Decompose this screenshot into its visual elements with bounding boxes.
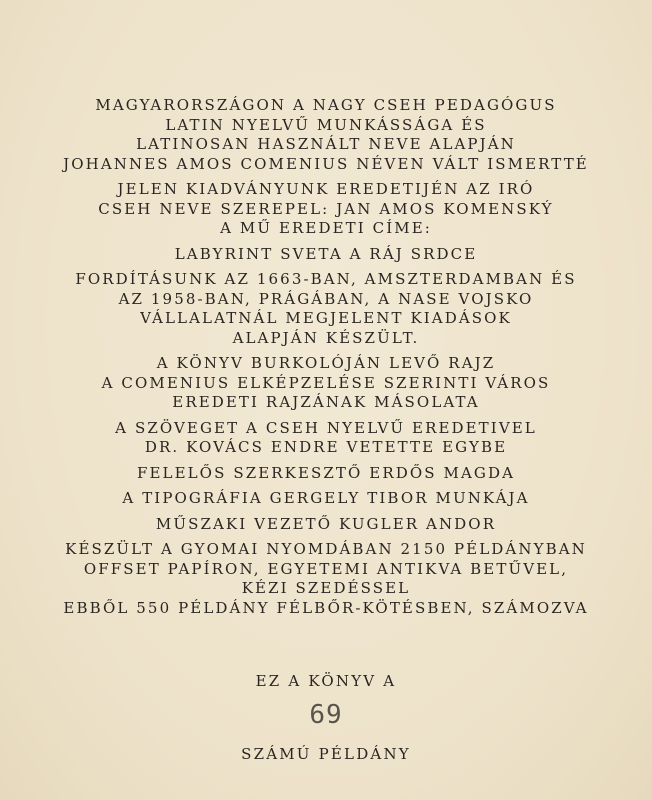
paragraph-original-name xyxy=(0,180,652,239)
colophon-text xyxy=(0,96,652,624)
text-line: A COMENIUS ELKÉPZELÉSE SZERINTI VÁROS xyxy=(101,373,551,392)
paragraph-translation-source xyxy=(0,270,652,348)
copy-number-stamp xyxy=(0,700,652,730)
text-line: AZ 1958-BAN, PRÁGÁBAN, A NASE VOJSKO xyxy=(118,289,534,308)
paragraph-cover-drawing xyxy=(0,354,652,413)
text-line: VÁLLALATNÁL MEGJELENT KIADÁSOK xyxy=(140,309,512,327)
text-line: A MŰ EREDETI CÍME: xyxy=(220,219,432,237)
text-line: FORDÍTÁSUNK AZ 1663-BAN, AMSZTERDAMBAN ÉS xyxy=(75,270,577,288)
copy-notice-before xyxy=(0,672,652,690)
paragraph-editor xyxy=(0,464,652,484)
text-line: A KÖNYV BURKOLÓJÁN LEVŐ RAJZ xyxy=(156,354,496,372)
text-line: DR. KOVÁCS ENDRE VETETTE EGYBE xyxy=(144,438,508,456)
text-line: LATINOSAN HASZNÁLT NEVE ALAPJÁN xyxy=(136,135,516,153)
text-line: OFFSET PAPÍRON, EGYETEMI ANTIKVA BETŰVEL, xyxy=(83,559,569,578)
paragraph-collation xyxy=(0,419,652,458)
paragraph-original-title xyxy=(0,245,652,265)
paragraph-printing xyxy=(0,540,652,618)
text-line: EBBŐL 550 PÉLDÁNY FÉLBŐR-KÖTÉSBEN, SZÁMOZVA xyxy=(63,598,589,617)
text-line: ALAPJÁN KÉSZÜLT. xyxy=(232,328,420,347)
text-line: JOHANNES AMOS COMENIUS NÉVEN VÁLT ISMERTTÉ xyxy=(63,154,589,173)
copy-notice-after-text: SZÁMÚ PÉLDÁNY xyxy=(241,745,411,763)
text-line: CSEH NEVE SZEREPEL: JAN AMOS KOMENSKÝ xyxy=(98,199,554,218)
paragraph-typography xyxy=(0,489,652,509)
text-line: A TIPOGRÁFIA GERGELY TIBOR MUNKÁJA xyxy=(122,489,530,507)
text-line: MŰSZAKI VEZETŐ KUGLER ANDOR xyxy=(155,514,497,533)
text-line: LATIN NYELVŰ MUNKÁSSÁGA ÉS xyxy=(165,115,487,134)
text-line: KÉZI SZEDÉSSEL xyxy=(241,579,411,597)
copy-notice-before-text: EZ A KÖNYV A xyxy=(255,672,397,690)
text-line: A SZÖVEGET A CSEH NYELVŰ EREDETIVEL xyxy=(115,418,537,437)
paragraph-technical-manager xyxy=(0,515,652,535)
copy-number: 69 xyxy=(309,700,343,730)
text-line: FELELŐS SZERKESZTŐ ERDŐS MAGDA xyxy=(136,463,516,482)
paragraph-name-origin xyxy=(0,96,652,174)
text-line: JELEN KIADVÁNYUNK EREDETIJÉN AZ IRÓ xyxy=(117,180,535,198)
copy-notice-after xyxy=(0,745,652,763)
text-line: LABYRINT SVETA A RÁJ SRDCE xyxy=(174,244,478,263)
text-line: KÉSZÜLT A GYOMAI NYOMDÁBAN 2150 PÉLDÁNYBAN xyxy=(65,540,587,558)
text-line: EREDETI RAJZÁNAK MÁSOLATA xyxy=(172,393,480,411)
text-line: MAGYARORSZÁGON A NAGY CSEH PEDAGÓGUS xyxy=(95,96,557,114)
